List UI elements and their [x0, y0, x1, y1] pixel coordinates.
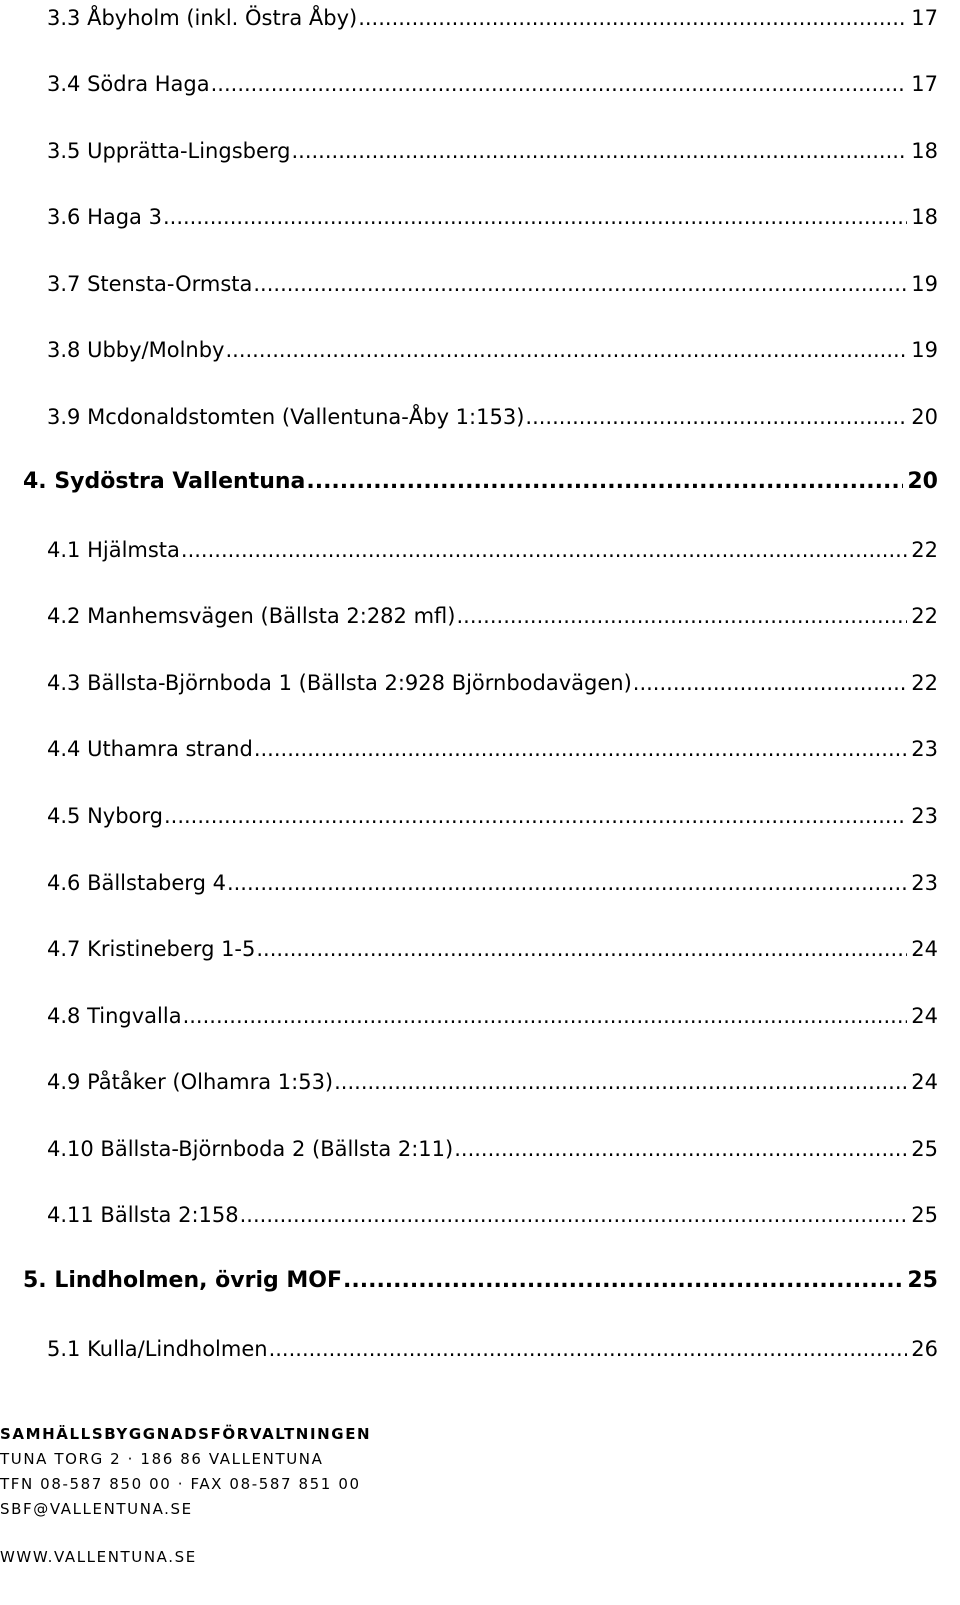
toc-dot-leader	[256, 936, 907, 962]
toc-entry-page: 18	[911, 139, 938, 163]
toc-entry[interactable]	[47, 1003, 938, 1029]
toc-dot-leader	[343, 1268, 903, 1294]
toc-entry-page: 19	[911, 272, 938, 296]
toc-entry-title: 4.2 Manhemsvägen (Bällsta 2:282 mfl)	[47, 604, 456, 628]
toc-entry-page: 23	[911, 871, 938, 895]
footer-phone-fax: TFN 08-587 850 00 · FAX 08-587 851 00	[0, 1475, 361, 1493]
toc-section-page: 25	[907, 1268, 938, 1293]
toc-dot-leader	[240, 1202, 908, 1228]
toc-entry-title: 5.1 Kulla/Lindholmen	[47, 1337, 268, 1361]
toc-entry[interactable]	[47, 1069, 938, 1095]
toc-section-page: 20	[907, 469, 938, 494]
toc-dot-leader	[456, 603, 907, 629]
toc-entry-page: 25	[911, 1137, 938, 1161]
toc-entry-title: 4.4 Uthamra strand	[47, 737, 253, 761]
toc-entry-page: 24	[911, 1004, 938, 1028]
toc-entry-page: 23	[911, 737, 938, 761]
toc-entry-page: 18	[911, 205, 938, 229]
toc-entry-title: 3.8 Ubby/Molnby	[47, 338, 225, 362]
toc-entry-page: 22	[911, 538, 938, 562]
toc-entry[interactable]	[47, 404, 938, 430]
toc-section-title: 4. Sydöstra Vallentuna	[23, 469, 306, 494]
toc-entry-page: 17	[911, 72, 938, 96]
toc-entry-page: 17	[911, 6, 938, 30]
toc-dot-leader	[358, 5, 907, 31]
toc-dot-leader	[211, 71, 908, 97]
toc-dot-leader	[183, 1003, 908, 1029]
toc-entry-title: 3.9 Mcdonaldstomten (Vallentuna-Åby 1:153)	[47, 405, 525, 429]
toc-entry-page: 24	[911, 937, 938, 961]
toc-entry-title: 4.11 Bällsta 2:158	[47, 1203, 239, 1227]
toc-section-entry[interactable]	[23, 469, 938, 495]
toc-entry[interactable]	[47, 271, 938, 297]
toc-entry-title: 3.7 Stensta-Ormsta	[47, 272, 253, 296]
toc-entry-title: 3.3 Åbyholm (inkl. Östra Åby)	[47, 6, 358, 30]
toc-section-title: 5. Lindholmen, övrig MOF	[23, 1268, 343, 1293]
toc-entry[interactable]	[47, 537, 938, 563]
toc-entry[interactable]	[47, 71, 938, 97]
toc-entry-title: 4.1 Hjälmsta	[47, 538, 180, 562]
toc-entry-title: 3.6 Haga 3	[47, 205, 162, 229]
toc-dot-leader	[164, 803, 907, 829]
toc-dot-leader	[306, 469, 903, 495]
toc-entry[interactable]	[47, 670, 938, 696]
toc-entry-title: 4.6 Bällstaberg 4	[47, 871, 226, 895]
toc-entry-page: 25	[911, 1203, 938, 1227]
toc-dot-leader	[181, 537, 907, 563]
toc-dot-leader	[163, 204, 907, 230]
footer-email-link[interactable]: SBF@VALLENTUNA.SE	[0, 1500, 193, 1518]
toc-section-entry[interactable]	[23, 1268, 938, 1294]
toc-entry[interactable]	[47, 603, 938, 629]
toc-dot-leader	[334, 1069, 907, 1095]
toc-entry-title: 4.10 Bällsta-Björnboda 2 (Bällsta 2:11)	[47, 1137, 454, 1161]
toc-entry[interactable]	[47, 1136, 938, 1162]
toc-entry-page: 22	[911, 604, 938, 628]
toc-entry[interactable]	[47, 204, 938, 230]
toc-entry-page: 22	[911, 671, 938, 695]
toc-entry[interactable]	[47, 803, 938, 829]
footer-website-link[interactable]: WWW.VALLENTUNA.SE	[0, 1548, 197, 1566]
toc-entry[interactable]	[47, 870, 938, 896]
toc-entry-page: 19	[911, 338, 938, 362]
toc-entry[interactable]	[47, 138, 938, 164]
toc-entry-title: 4.9 Påtåker (Olhamra 1:53)	[47, 1070, 334, 1094]
toc-entry[interactable]	[47, 936, 938, 962]
footer-address: TUNA TORG 2 · 186 86 VALLENTUNA	[0, 1450, 324, 1468]
toc-entry[interactable]	[47, 1336, 938, 1362]
toc-entry-title: 4.3 Bällsta-Björnboda 1 (Bällsta 2:928 Björnbodavägen)	[47, 671, 632, 695]
toc-entry-page: 24	[911, 1070, 938, 1094]
toc-entry-title: 4.5 Nyborg	[47, 804, 163, 828]
toc-dot-leader	[253, 271, 907, 297]
toc-dot-leader	[254, 736, 907, 762]
toc-entry-page: 23	[911, 804, 938, 828]
toc-entry-title: 4.7 Kristineberg 1-5	[47, 937, 256, 961]
toc-entry[interactable]	[47, 5, 938, 31]
toc-dot-leader	[633, 670, 907, 696]
toc-entry-title: 3.5 Upprätta-Lingsberg	[47, 139, 291, 163]
toc-entry[interactable]	[47, 736, 938, 762]
toc-dot-leader	[291, 138, 907, 164]
toc-entry-title: 3.4 Södra Haga	[47, 72, 210, 96]
toc-entry[interactable]	[47, 337, 938, 363]
toc-entry-page: 20	[911, 405, 938, 429]
toc-entry-title: 4.8 Tingvalla	[47, 1004, 182, 1028]
footer-organization: SAMHÄLLSBYGGNADSFÖRVALTNINGEN	[0, 1425, 372, 1443]
toc-dot-leader	[225, 337, 907, 363]
toc-dot-leader	[525, 404, 907, 430]
toc-entry[interactable]	[47, 1202, 938, 1228]
toc-entry-page: 26	[911, 1337, 938, 1361]
toc-dot-leader	[454, 1136, 907, 1162]
toc-dot-leader	[227, 870, 907, 896]
toc-dot-leader	[269, 1336, 908, 1362]
